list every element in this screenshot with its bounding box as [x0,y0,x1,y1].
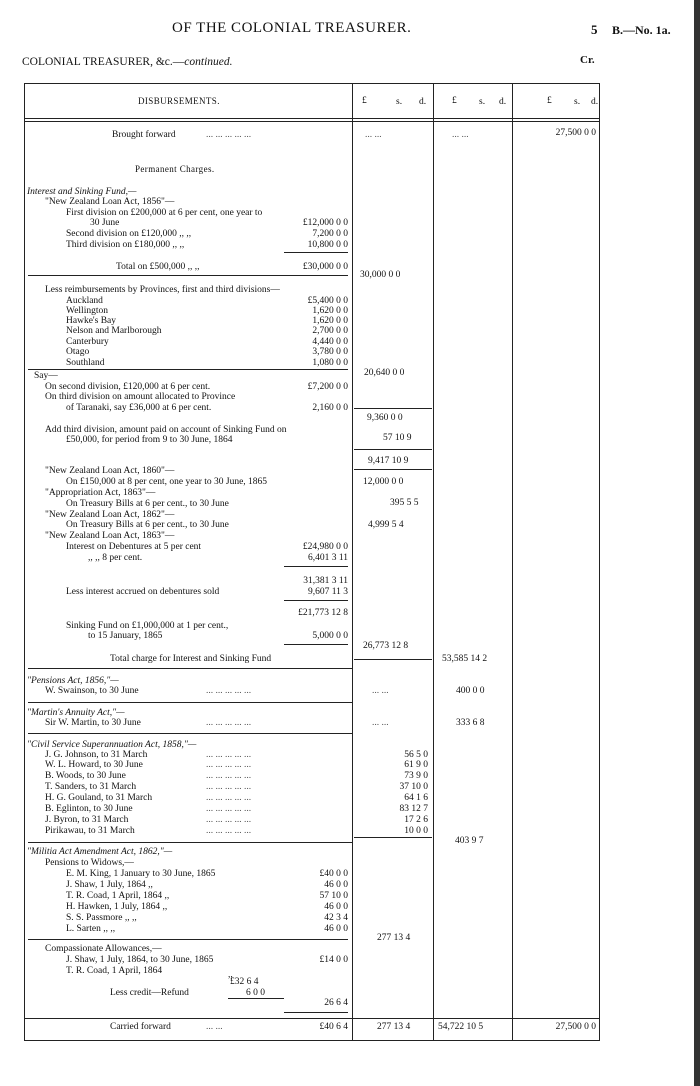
header-rule [24,118,600,119]
column-divider-1 [352,83,353,1041]
section-rule [28,702,352,703]
pensioner-amount: 56 5 0 [404,750,428,760]
nz-loan-act-1862-line: On Treasury Bills at 6 per cent., to 30 June [66,520,229,530]
militia-act-1862: "Militia Act Amendment Act, 1862,"— [27,847,173,857]
province-name: Otago [66,347,90,357]
pensioner-name: T. Sanders, to 31 March [45,782,137,792]
total-500000-col1: 30,000 0 0 [360,270,401,280]
brought-forward-col3: 27,500 0 0 [555,128,596,138]
debentures-total: 31,381 3 11 [303,576,348,586]
third-division-say: On third division on amount allocated to Province [45,392,236,402]
column-rule [354,837,432,838]
header-rule-2 [24,121,600,122]
add-third-division: Add third division, amount paid on account of Sinking Fund on [45,425,287,435]
widow-name: L. Sarten ,, ,, [66,924,116,934]
nz-loan-act-1860-col1: 12,000 0 0 [363,477,404,487]
leader-dots: ... ... [452,130,469,140]
third-division-text: Third division on £180,000 ,, ,, [66,240,185,250]
debentures-8-amount: 6,401 3 11 [307,553,348,563]
pensioner-amount: 17 2 6 [404,815,428,825]
sinking-fund-col1: 26,773 12 8 [363,641,409,651]
money-head-pence-2: d. [499,97,507,107]
subtotal-9417-col1: 9,417 10 9 [368,456,409,466]
money-head-pence-1: d. [419,97,427,107]
net-debentures-amount: £21,773 12 8 [298,608,348,618]
compassionate-shaw: J. Shaw, 1 July, 1864, to 30 June, 1865 [66,955,214,965]
money-head-shillings-3: s. [574,97,581,107]
province-name: Nelson and Marlborough [66,326,162,336]
leader-dots: ... ... ... ... ... [206,804,252,814]
compassionate-net-amount: 26 6 4 [324,998,348,1008]
province-name: Southland [66,358,105,368]
third-division-say-amount: 2,160 0 0 [312,403,348,413]
nz-loan-act-1863: "New Zealand Loan Act, 1863"— [45,531,175,541]
subtotal-rule [284,1012,348,1013]
total-500000-text: Total on £500,000 ,, ,, [116,262,200,272]
province-amount: 1,620 0 0 [312,316,348,326]
add-third-division-2: £50,000, for period from 9 to 30 June, 1864 [66,435,233,445]
column-rule [354,408,432,409]
pensioner-amount: 64 1 6 [404,793,428,803]
leader-dots: ... ... [365,130,382,140]
money-head-pounds-2: £ [452,96,457,106]
credit-side-label: Cr. [580,54,595,66]
province-name: Canterbury [66,337,109,347]
page-edge [694,0,700,1086]
pensioner-name: J. Byron, to 31 March [45,815,129,825]
province-name: Hawke's Bay [66,316,116,326]
section-rule [28,275,348,276]
second-division-amount: 7,200 0 0 [312,229,348,239]
total-charge-col2: 53,585 14 2 [442,654,488,664]
add-third-division-col1: 57 10 9 [383,433,412,443]
section-permanent-charges: Permanent Charges. [135,164,215,174]
carried-forward-col1: 277 13 4 [377,1022,411,1032]
second-division-text: Second division on £120,000 ,, ,, [66,229,192,239]
nz-loan-act-1860-line: On £150,000 at 8 per cent, one year to 30 June, 1865 [66,477,268,487]
leader-dots: ... ... ... ... ... [206,718,252,728]
money-head-pence-3: d. [591,97,599,107]
second-division-say: On second division, £120,000 at 6 per cent. [45,382,211,392]
less-reimbursements-text: Less reimbursements by Provinces, first and third divisions— [45,285,280,295]
nz-loan-act-1862: "New Zealand Loan Act, 1862"— [45,510,175,520]
widow-amount: 42 3 4 [324,913,348,923]
pensions-swainson: W. Swainson, to 30 June [45,686,139,696]
pensioner-amount: 73 9 0 [404,771,428,781]
pensions-act-1856: "Pensions Act, 1856,"— [27,676,119,686]
widow-name: E. M. King, 1 January to 30 June, 1865 [66,869,216,879]
civil-service-act-1858: "Civil Service Superannuation Act, 1858,"— [27,740,197,750]
money-head-pounds-1: £ [362,96,367,106]
section-rule [28,733,352,734]
subtotal-rule [284,566,348,567]
column-rule [354,449,432,450]
column-rule [354,659,432,660]
nz-loan-act-1860: "New Zealand Loan Act, 1860"— [45,466,175,476]
widow-amount: 46 0 0 [324,924,348,934]
column-divider-3 [512,83,513,1041]
pensioner-amount: 61 9 0 [404,760,428,770]
first-division-text-2: 30 June [90,218,120,228]
province-amount: £5,400 0 0 [307,296,348,306]
martin-annuity-line: Sir W. Martin, to 30 June [45,718,141,728]
widow-name: T. R. Coad, 1 April, 1864 ,, [66,891,170,901]
leader-dots: ... ... ... ... ... [206,815,252,825]
pensioner-amount: 83 12 7 [399,804,428,814]
leader-dots: ... ... ... ... ... [206,771,252,781]
appropriation-act-1863: "Appropriation Act, 1863"— [45,488,156,498]
widow-name: S. S. Passmore ,, ,, [66,913,137,923]
debentures-5-percent: Interest on Debentures at 5 per cent [66,542,202,552]
widow-amount: 46 0 0 [324,902,348,912]
money-head-shillings-1: s. [396,97,403,107]
province-amount: 4,440 0 0 [312,337,348,347]
province-amount: 2,700 0 0 [312,326,348,336]
leader-dots: ... ... [372,718,389,728]
pensions-to-widows: Pensions to Widows,— [45,858,134,868]
widow-amount: 46 0 0 [324,880,348,890]
section-rule [28,668,352,669]
compassionate-shaw-amount: £14 0 0 [319,955,348,965]
nz-loan-act-1862-col1: 4,999 5 4 [368,520,404,530]
martin-annuity-col2: 333 6 8 [456,718,485,728]
total-charge-label: Total charge for Interest and Sinking Fund [110,654,272,664]
pensioner-name: B. Eglinton, to 30 June [45,804,133,814]
say-label: Say— [34,371,58,381]
carried-forward-col3: 27,500 0 0 [555,1022,596,1032]
carried-forward-rule [24,1018,600,1019]
first-division-amount: £12,000 0 0 [302,218,348,228]
province-amount: 3,780 0 0 [312,347,348,357]
province-name: Auckland [66,296,103,306]
section-rule [28,842,352,843]
province-amount: 1,080 0 0 [312,358,348,368]
page-number: 5 [591,22,598,37]
sinking-fund-text: Sinking Fund on £1,000,000 at 1 per cent., [66,621,229,631]
pensions-col2: 400 0 0 [456,686,485,696]
sinking-fund-amount: 5,000 0 0 [312,631,348,641]
carried-forward-col2: 54,722 10 5 [438,1022,484,1032]
provinces-total-col1: 20,640 0 0 [364,368,405,378]
less-credit-refund: Less credit—Refund [110,988,189,998]
leader-dots: ... ... ... ... ... [206,760,252,770]
column-title: DISBURSEMENTS. [138,96,220,106]
column-divider-2 [433,83,434,1041]
province-name: Wellington [66,306,108,316]
section-rule [28,939,348,940]
leader-dots: ... ... ... ... ... [206,686,252,696]
compassionate-coad-amount: £32 6 4 [230,977,259,987]
province-amount: 1,620 0 0 [312,306,348,316]
pensioner-name: B. Woods, to 30 June [45,771,126,781]
third-division-say-2: of Taranaki, say £36,000 at 6 per cent. [66,403,212,413]
carried-forward-amount: £40 6 4 [319,1022,348,1032]
first-division-text: First division on £200,000 at 6 per cent, one year to [66,208,263,218]
less-interest-accrued: Less interest accrued on debentures sold [66,587,220,597]
document-reference: B.—No. 1a. [612,23,671,37]
page-subtitle: COLONIAL TREASURER, &c.—continued. [22,56,233,68]
martins-annuity-act: "Martin's Annuity Act,"— [27,708,125,718]
debentures-5-amount: £24,980 0 0 [302,542,348,552]
compassionate-coad: T. R. Coad, 1 April, 1864 [66,966,163,976]
carried-forward-label: Carried forward [110,1022,171,1032]
total-500000-amount: £30,000 0 0 [302,262,348,272]
widow-name: J. Shaw, 1 July, 1864 ,, [66,880,153,890]
interest-heading: Interest and Sinking Fund,— [27,187,137,197]
page-title: OF THE COLONIAL TREASURER. [172,20,412,36]
leader-dots: ... ... [372,686,389,696]
money-head-pounds-3: £ [547,96,552,106]
sinking-fund-text-2: to 15 January, 1865 [88,631,163,641]
pensioner-name: H. G. Gouland, to 31 March [45,793,153,803]
appropriation-act-col1: 395 5 5 [390,498,419,508]
civil-service-col2: 403 9 7 [455,836,484,846]
second-division-say-amount: £7,200 0 0 [307,382,348,392]
subtotal-rule [284,644,348,645]
brought-forward-label: Brought forward [112,130,176,140]
widow-amount: £40 0 0 [319,869,348,879]
pensioner-name: Pirikawau, to 31 March [45,826,135,836]
widows-col1: 277 13 4 [377,933,411,943]
subtotal-rule [284,600,348,601]
leader-dots: ... ... ... ... ... [206,130,252,140]
appropriation-act-line: On Treasury Bills at 6 per cent., to 30 June [66,499,229,509]
leader-dots: ... ... ... ... ... [206,750,252,760]
pensioner-name: J. G. Johnson, to 31 March [45,750,148,760]
say-total-col1: 9,360 0 0 [367,413,403,423]
leader-dots: ... ... ... ... ... [206,793,252,803]
leader-dots: ... ... ... ... ... [206,782,252,792]
third-division-amount: 10,800 0 0 [307,240,348,250]
compassionate-allowances: Compassionate Allowances,— [45,944,162,954]
debentures-8-percent: ,, ,, 8 per cent. [88,553,143,563]
pensioner-amount: 37 10 0 [399,782,428,792]
leader-dots: ... ... ... ... ... [206,826,252,836]
leader-dots: ... ... [206,1022,223,1032]
pensioner-amount: 10 0 0 [404,826,428,836]
money-head-shillings-2: s. [479,97,486,107]
nz-loan-act-1856: "New Zealand Loan Act, 1856"— [45,197,175,207]
pensioner-name: W. L. Howard, to 30 June [45,760,143,770]
widow-amount: 57 10 0 [319,891,348,901]
subtotal-rule [284,252,348,253]
widow-name: H. Hawken, 1 July, 1864 ,, [66,902,168,912]
column-rule [354,469,432,470]
ditto-mark: ,, [228,970,233,980]
less-interest-accrued-amount: 9,607 11 3 [307,587,348,597]
refund-amount: 6 0 0 [246,988,265,998]
section-rule [28,369,348,370]
